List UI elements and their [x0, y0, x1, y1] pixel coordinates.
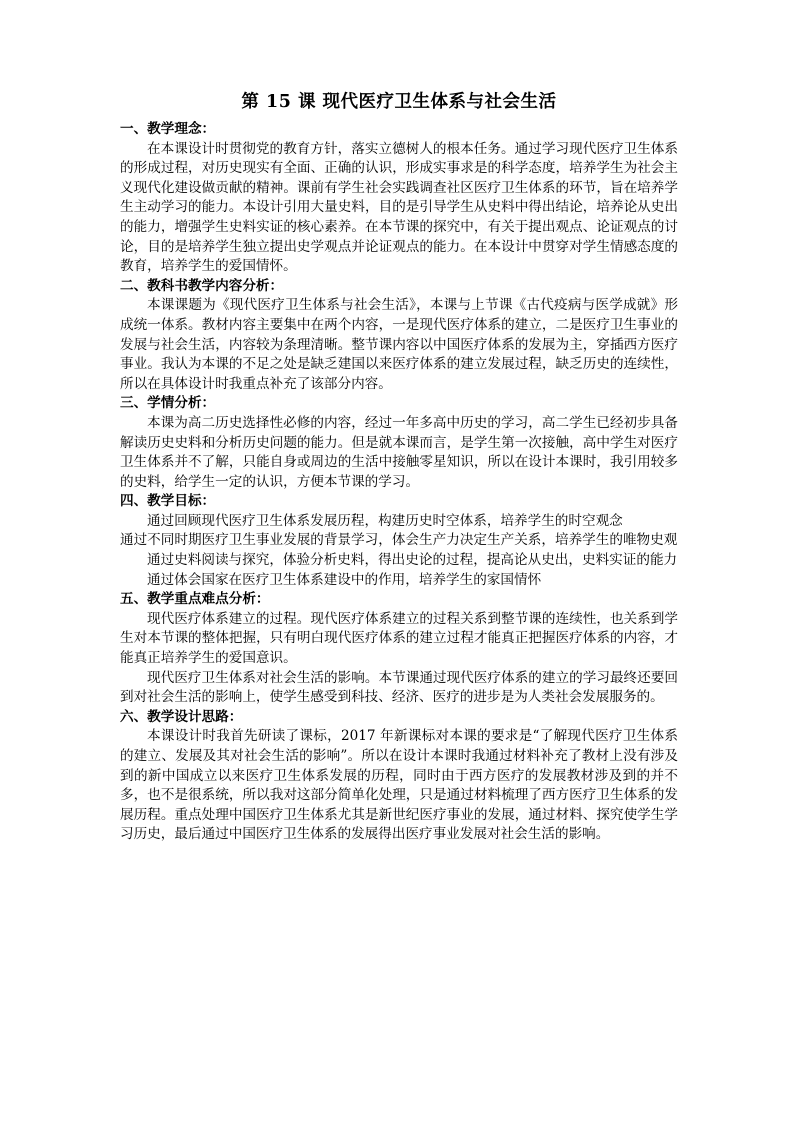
section-heading: 二、教科书教学内容分析：	[120, 277, 284, 294]
section-paragraph: 本课设计时我首先研读了课标，2017 年新课标对本课的要求是“了解现代医疗卫生体系的建立、发展及其对社会生活的影响”。所以在设计本课时我通过材料补充了教材上没有涉及到的新中国成立以来医疗卫生体系发展的历程，同时由于西方医疗的发展教材涉及到的并不多，也不是很系统，所以我对这部分简单化处理，只是通过材料梳理了西方医疗卫生体系的发展历程。重点处理中国医疗卫生体系尤其是新世纪医疗事业的发展，通过材料、探究使学生学习历史，最后通过中国医疗卫生体系的发展得出医疗事业发展对社会生活的影响。	[120, 728, 678, 843]
section-heading: 四、教学目标：	[120, 493, 216, 510]
section-heading: 三、学情分析：	[120, 395, 216, 412]
section-key-difficulties	[120, 590, 678, 708]
section-paragraph: 现代医疗体系建立的过程。现代医疗体系建立的过程关系到整节课的连续性，也关系到学生对本节课的整体把握，只有明白现代医疗体系的建立过程才能真正把握医疗体系的内容，才能真正培养学生的爱国意识。	[120, 610, 678, 667]
objective-item: 通过回顾现代医疗卫生体系发展历程，构建历史时空体系，培养学生的时空观念	[147, 512, 623, 529]
section-paragraph: 本课课题为《现代医疗卫生体系与社会生活》，本课与上节课《古代疫病与医学成就》形成统一体系。教材内容主要集中在两个内容，一是现代医疗体系的建立，二是医疗卫生事业的发展与社会生活，内容较为条理清晰。整节课内容以中国医疗体系的发展为主，穿插西方医疗事业。我认为本课的不足之处是缺乏建国以来医疗体系的建立发展过程，缺乏历史的连续性，所以在具体设计时我重点补充了该部分内容。	[120, 297, 678, 392]
section-design-approach	[120, 708, 678, 845]
section-teaching-philosophy	[120, 120, 678, 277]
section-heading: 五、教学重点难点分析：	[120, 591, 270, 608]
section-student-analysis	[120, 394, 678, 492]
section-paragraph: 现代医疗卫生体系对社会生活的影响。本节课通过现代医疗体系的建立的学习最终还要回到对社会生活的影响上，使学生感受到科技、经济、医疗的进步是为人类社会发展服务的。	[120, 669, 678, 706]
document-title: 第 15 课 现代医疗卫生体系与社会生活	[241, 92, 557, 112]
document-page	[120, 90, 678, 845]
objective-item: 通过体会国家在医疗卫生体系建设中的作用，培养学生的家国情怀	[147, 571, 542, 588]
section-heading: 六、教学设计思路：	[120, 708, 243, 725]
objective-item: 通过不同时期医疗卫生事业发展的背景学习，体会生产力决定生产关系，培养学生的唯物史观	[120, 532, 678, 549]
objective-item: 通过史料阅读与探究，体验分析史料，得出史论的过程，提高论从史出，史料实证的能力	[147, 552, 678, 569]
section-paragraph: 在本课设计时贯彻党的教育方针，落实立德树人的根本任务。通过学习现代医疗卫生体系的形成过程，对历史现实有全面、正确的认识，形成实事求是的科学态度，培养学生为社会主义现代化建设做贡献的精神。课前有学生社会实践调查社区医疗卫生体系的环节，旨在培养学生主动学习的能力。本设计引用大量史料，目的是引导学生从史料中得出结论，培养论从史出的能力，增强学生史料实证的核心素养。在本节课的探究中，有关于提出观点、论证观点的讨论，目的是培养学生独立提出史学观点并论证观点的能力。在本设计中贯穿对学生情感态度的教育，培养学生的爱国情怀。	[120, 140, 678, 275]
section-heading: 一、教学理念：	[120, 121, 216, 137]
section-teaching-objectives	[120, 492, 678, 590]
section-textbook-analysis	[120, 277, 678, 395]
section-paragraph: 本课为高二历史选择性必修的内容，经过一年多高中历史的学习，高二学生已经初步具备解读历史史料和分析历史问题的能力。但是就本课而言，是学生第一次接触，高中学生对医疗卫生体系并不了解，只能自身或周边的生活中接触零星知识，所以在设计本课时，我引用较多的史料，给学生一定的认识，方便本节课的学习。	[120, 414, 678, 490]
